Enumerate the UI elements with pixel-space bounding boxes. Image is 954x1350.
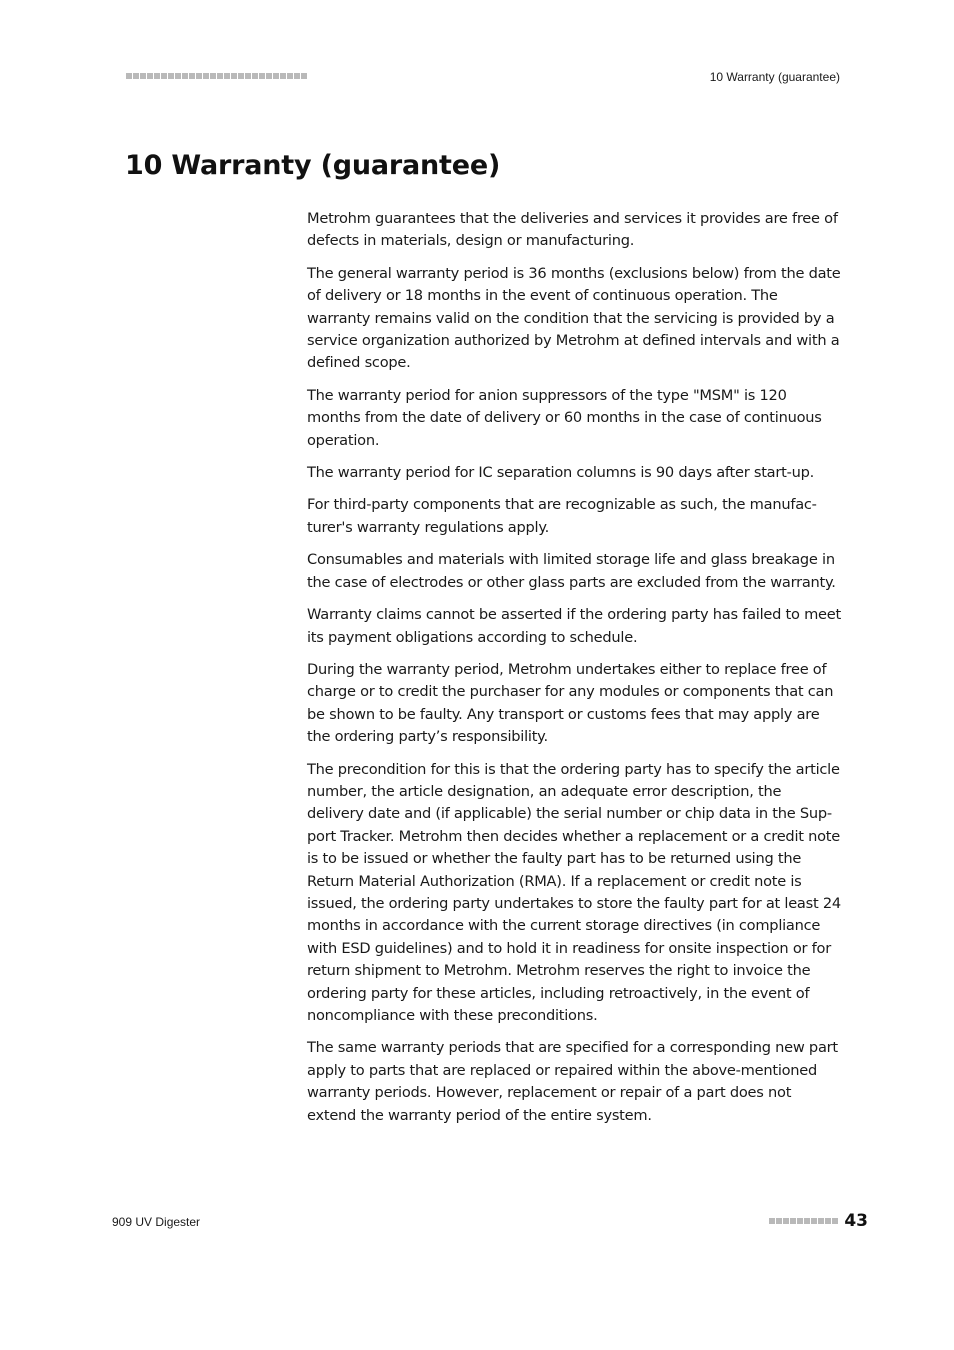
body-text — [307, 208, 841, 1137]
footer-decoration — [769, 1218, 838, 1224]
paragraph: During the warranty period, Metrohm undertakes either to replace free of charge or to credit the purchaser for any modules or components that can be shown to be faulty. Any transport or customs fees that may apply are the ordering party’s responsibility. — [307, 660, 834, 746]
footer-page-indicator — [769, 1211, 868, 1231]
paragraph: Consumables and materials with limited storage life and glass breakage in the case of electrodes or other glass parts are excluded from the warranty. — [307, 551, 836, 591]
page-number: 43 — [844, 1211, 868, 1231]
paragraph: The same warranty periods that are specified for a corresponding new part apply to parts that are replaced or repaired within the above-mentioned warranty periods. However, replacement or repair of a part does not extend the warranty period of the entire system. — [307, 1039, 838, 1124]
footer-product-name: 909 UV Digester — [112, 1215, 201, 1229]
paragraph: The precondition for this is that the ordering party has to specify the article number, the article designation, an adequate error description, the delivery date and (if applicable) the serial number or chip data in the Support Tracker. Metrohm then decides whether a replacement or a credit note is to be issued or whether the faulty part has to be returned using the Return Material Authorization (RMA). If a replacement or credit note is issued, the ordering party undertakes to store the faulty part for at least 24 months in accordance with the current storage directives (in compliance with ESD guidelines) and to hold it in readiness for onsite inspection or for return shipment to Metrohm. Metrohm reserves the right to invoice the ordering party for these articles, including retroactively, in the event of noncompliance with these preconditions. — [307, 760, 841, 1024]
paragraph: The general warranty period is 36 months (exclusions below) from the date of delivery or 18 months in the event of continuous operation. The warranty remains valid on the condition that the servicing is provided by a service organization authorized by Metrohm at defined intervals and with a defined scope. — [307, 264, 841, 372]
header-decoration — [126, 73, 307, 79]
paragraph: The warranty period for IC separation columns is 90 days after start-up. — [307, 464, 815, 482]
running-header-title: 10 Warranty (guarantee) — [709, 70, 840, 84]
chapter-title: 10 Warranty (guarantee) — [125, 150, 501, 181]
paragraph: The warranty period for anion suppressors of the type "MSM" is 120 months from the date of delivery or 60 months in the case of continuous operation. — [307, 386, 822, 449]
paragraph: Metrohm guarantees that the deliveries and services it provides are free of defects in materials, design or manufacturing. — [307, 210, 838, 250]
paragraph: Warranty claims cannot be asserted if the ordering party has failed to meet its payment obligations according to schedule. — [307, 606, 841, 646]
paragraph: For third-party components that are recognizable as such, the manufacturer's warranty regulations apply. — [307, 496, 817, 536]
